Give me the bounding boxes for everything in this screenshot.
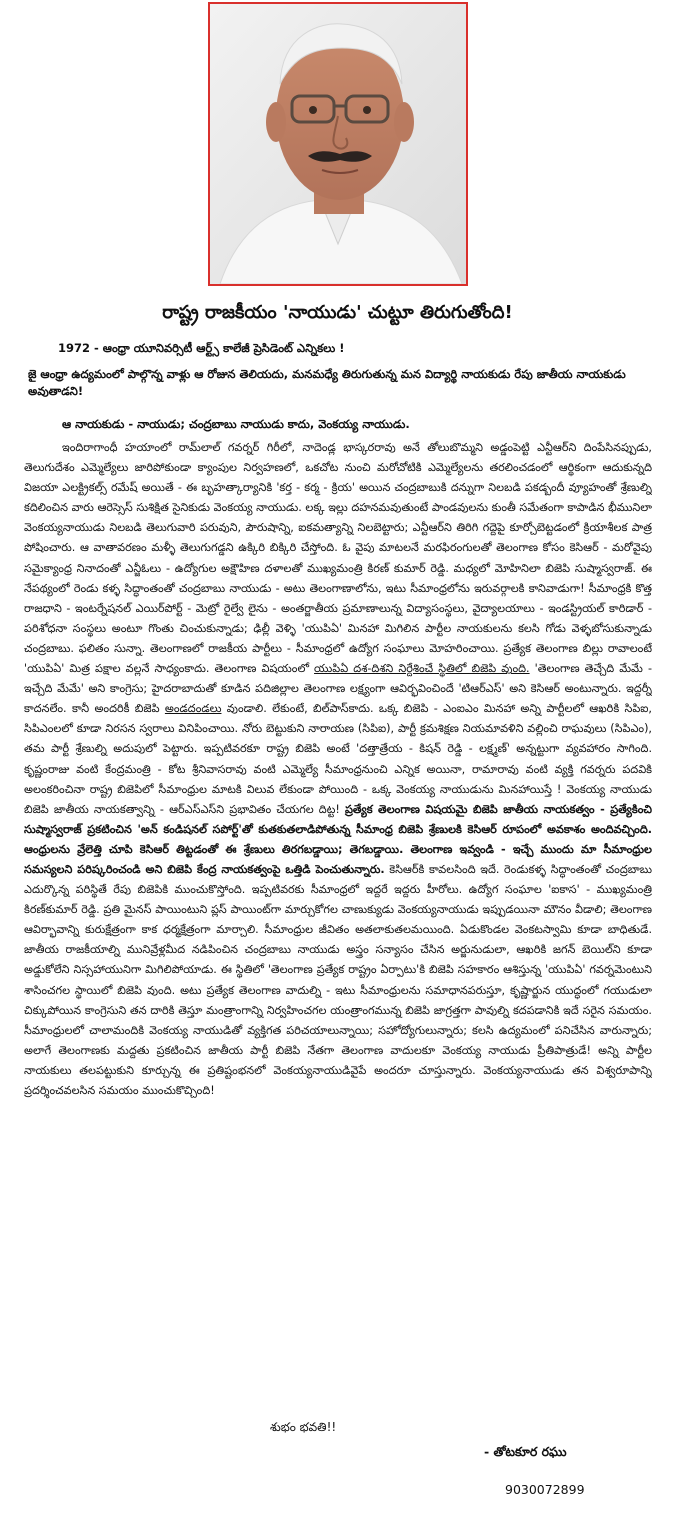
closing-blessing: శుభం భవతి!!: [270, 1420, 337, 1434]
body-underline-2: అండదండలు: [164, 702, 222, 716]
intro-line-1: 1972 - ఆంధ్రా యూనివర్సిటీ ఆర్ట్స్ కాలేజీ ప్రెసిడెంట్ ఎన్నికలు !: [58, 341, 345, 355]
author-name: - తోటకూర రఘు: [484, 1444, 567, 1459]
body-bold-1: ప్రత్యేక తెలంగాణ విషయమై బిజెపి జాతీయ నాయకత్వం - ప్రత్యేకించి సుష్మాస్వరాజ్ ప్రకటించిన 'అన్ కండిషనల్ సపోర్ట్'తో కుతకుతలాడిపోతున్న సీమాంధ్ర బిజెపి శ్రేణులకి కెసిఆర్ రూపంలో అవకాశం అందివచ్చింది. ఆంధ్రులను వ్రేలెత్తి చూపి కెసిఆర్ తిట్టడంతో ఈ శ్రేణులు తిరగబడ్డాయి; తెగబడ్డాయి. తెలంగాణ ఇవ్వండి - ఇచ్చే ముందు మా సీమాంధ్రుల సమస్యలని పరిష్కరించండి అని బిజెపి కేంద్ర నాయకత్వంపై ఒత్తిడి పెంచుతున్నారు.: [24, 802, 652, 876]
intro-line-2: జై ఆంధ్రా ఉద్యమంలో పాల్గొన్న వాళ్లు ఆ రోజున తెలియదు, మనమధ్యే తిరుగుతున్న మన విద్యార్థి నాయకుడు రేపు జాతీయ నాయకుడు అవుతాడని!: [28, 367, 626, 398]
portrait-photo: [208, 2, 468, 286]
body-part-3: వుండాలి. లేకుంటే, బిల్‌పాస్‌కాదు. ఒక్క బిజెపి - ఎంఐఎం మినహా అన్ని పార్టీలలో ఆఖరికి సిపిఐ, సిపిఎంలలో కూడా నిరసన స్వరాలు వినిపించాయి. నోరు బెట్టుకుని నారాయణ (సిపిఐ), పార్టీ క్రమశిక్షణ నియమావళిని వల్లించి రాఘవులు (సిపిఎం), తమ పార్టీ శ్రేణుల్ని అదుపులో పెట్టారు. ఇప్పటివరకూ రాష్ట్ర బిజెపి అంటే 'దత్తాత్రేయ - కిషన్ రెడ్డి - లక్ష్మణ్' అన్నట్టుగా వ్యవహారం సాగింది. కృష్ణంరాజు వంటి కేంద్రమంత్రి - కోట శ్రీనివాసరావు వంటి ఎమ్మెల్యే సీమాంధ్రనుంచి ఎన్నిక అయినా, రామారావు వంటి వ్యక్తి గవర్నరు పదవికి అలంకరించినా రాష్ట్ర బిజెపిలో సీమాంధ్రుల మాటకి విలువ లేకుండా పోయింది - ఒక్క వెంకయ్య నాయుడును మినహాయిస్తే ! వెంకయ్య నాయుడు బిజెపి జాతీయ నాయకత్వాన్ని - ఆర్ఎస్ఎస్‌ని ప్రభావితం చేయగల దిట్ట!: [24, 702, 652, 816]
portrait-image: [210, 4, 466, 284]
intro-line-3: ఆ నాయకుడు - నాయుడు; చంద్రబాబు నాయుడు కాదు, వెంకయ్య నాయుడు.: [62, 417, 410, 431]
body-part-4: కెసిఆర్‌కి కావలసింది ఇదే. రెండుకళ్ళ సిద్ధాంతంతో చంద్రబాబు ఎదుర్కొన్న పరిస్థితే రేపు బిజెపికి ముంచుకొస్తోంది. ఇప్పటివరకు సీమాంధ్రలో ఇద్దరే ఇద్దరు హీరోలు. ఉద్యోగ సంఘాల 'ఐకాస' - ముఖ్యమంత్రి కిరణ్‌కుమార్ రెడ్డి. ప్రతి మైనస్ పాయింటుని ప్లస్ పాయింట్‌గా మార్చుకోగల చాణుక్యుడు వెంకయ్యనాయుడు ఇప్పుడయినా మౌనం వీడాలి; తెలంగాణ ఆవిర్భావాన్ని కురుక్షేత్రంగా కాక ధర్మక్షేత్రంగా మార్చాలి. సీమాంధ్రుల జీవితం అతలాకుతలమయింది. ఏడుకొండల వెంకటస్వామి కూడా బాధితుడే. జాతీయ రాజకీయాల్ని మునివ్రేళ్లమీద నడిపించిన చంద్రబాబు నాయుడు అస్త్రం సన్యాసం చేసిన అర్జునుడులా, ఆఖరికి జగన్ బెయిల్‌ని కూడా అడ్డుకోలేని నిస్సహాయునిగా మిగిలిపోయాడు. ఈ స్థితిలో 'తెలంగాణ ప్రత్యేక రాష్ట్రం ఏర్పాటు'కి బిజెపి సహకారం ఆశిస్తున్న 'యుపిఏ' గవర్నమెంటుని శాసించగల స్థాయిలో బిజెపి వుంది. అటు ప్రత్యేక తెలంగాణ వాదుల్ని - ఇటు సీమాంధ్రులను సమాధానపరుస్తూ, కృష్ణార్జున యుద్ధంలో గయుడులా చిక్కుపోయిన కాంగ్రెసుని తన దారికి తెస్తూ మంత్రాంగాన్ని నిర్వహించగల యంత్రాంగమున్న బిజెపి జాగ్రత్తగా పావుల్ని కదపడానికి ఇదే సరైన సమయం. సీమాంధ్రులలో చాలామందికి వెంకయ్య నాయుడితో వ్యక్తిగత పరిచయాలున్నాయి; సహోద్యోగులున్నారు; కలసి ఉద్యమంలో పనిచేసిన వారున్నారు; అలాగే తెలంగాణకు మద్దతు ప్రకటించిన జాతీయ పార్టీ బిజెపి నేతగా తెలంగాణ వాదులకూ వెంకయ్య నాయుడు ప్రీతిపాత్రుడే! అన్ని పార్టీల నాయకులు తలపట్టుకుని కూర్చున్న ఈ ప్రతిష్టంభనలో వెంకయ్యనాయుడివైపే అందరూ చూస్తున్నారు. వెంకయ్యనాయుడు తన విశ్వరూపాన్ని ప్రదర్శించవలసిన సమయం ముంచుకొచ్చింది!: [24, 862, 652, 1097]
body-underline-1: యుపిఏ దశ-దిశని నిర్దేశించే స్థితిలో బిజెపి వుంది.: [314, 662, 530, 676]
article-title: రాష్ట్ర రాజకీయం 'నాయుడు' చుట్టూ తిరుగుతోంది!: [162, 302, 513, 323]
body-part-2: 'తెలంగాణ తెచ్చేది మేమే - ఇచ్చేది మేమే' అని కాంగ్రెసు; హైదరాబాదుతో కూడిన పదిజిల్లాల తెలంగాణ లక్ష్యంగా ఆవిర్భవించిందే 'టిఆర్ఎస్' అని కెసిఆర్ అంటున్నారు. ఇద్దర్నీ కాదనలేం. కానీ అందరికీ బిజెపి: [24, 662, 652, 716]
author-phone: 9030072899: [505, 1482, 585, 1497]
body-part-1: ఇందిరాగాంధీ హయాంలో రామ్‌లాల్ గవర్నర్ గిరీలో, నాదెండ్ల భాస్కరరావు అనే తోలుబొమ్మని అడ్డంపెట్టి ఎన్టీఆర్‌ని దింపేసినప్పుడు, తెలుగుదేశం ఎమ్మెల్యేలు జారిపోకుండా క్యాంపుల నిర్వహణలో, ఒకచోట నుంచి మరోచోటికి ఎమ్మెల్యేలను తరలించడంలో ఆర్థికంగా ఆదుకున్నది విజయా ఎలక్ట్రికల్స్ రమేష్ అయితే - ఈ బృహత్కార్యానికి 'కర్త - కర్మ - క్రియ' అయిన చంద్రబాబుకి దన్నుగా నిలబడి పకడ్బందీ వ్యూహంతో శ్రేణుల్ని కదిలించిన వారు ఆరెస్సెస్ సుశిక్షిత సైనికుడు వెంకయ్య నాయుడు. లక్క ఇల్లు దహనమవుతుంటే పాండవులను కుంతీ సమేతంగా కాపాడిన భీమునిలా వెంకయ్యనాయుడు నిలబడి తెలుగువారి పరువుని, పౌరుషాన్ని, ఐకమత్యాన్ని నిలబెట్టారు; ఎన్టీఆర్‌ని తిరిగి గద్దెపై కూర్చోబెట్టడంలో క్రియాశీలక పాత్ర పోషించారు. ఆ వాతావరణం మళ్ళీ తెలుగుగడ్డని ఉక్కిరి బిక్కిరి చేస్తోంది. ఓ వైపు మాటలనే మరఫిరంగులతో తెలంగాణ కోసం కెసిఆర్ - మరోవైపు సమైక్యాంధ్ర నినాదంతో ఎన్జీఓలు - ఉద్యోగుల అక్షౌహిణ దళాలతో ముఖ్యమంత్రి కిరణ్ కుమార్ రెడ్డి. మధ్యలో మోహినిలా బిజెపి సుష్మాస్వరాజ్. ఈ నేపథ్యంలో రెండు కళ్ళ సిద్ధాంతంతో చంద్రబాబు నాయుడు - అటు తెలంగాణాలోను, ఇటు సీమాంధ్రలోను ఇరువర్గాలకి కానివాడుగా! సీమాంధ్రకి కొత్త రాజధాని - ఇంటర్నేషనల్ ఎయిర్‌పోర్ట్ - మెట్రో రైల్వే లైను - అంతర్జాతీయ ప్రమాణాలున్న విద్యాసంస్థలు, వైద్యాలయాలు - ఇండస్ట్రియల్ కారిడార్ - పరిశోధనా సంస్థలు అంటూ గొంతు చించుకున్నాడు; ఢిల్లీ వెళ్ళి 'యుపిఏ' మినహా మిగిలిన పార్టీల నాయకులను కలసి గోడు వెళ్ళబోసుకున్నాడు చంద్రబాబు. ఫలితం సున్నా. తెలంగాణలో రాజకీయ పార్టీలు - సీమాంధ్రలో ఉద్యోగ సంఘాలు మోహరించాయి. ప్రత్యేక తెలంగాణ బిల్లు రావాలంటే 'యుపిఏ' మిత్ర పక్షాల వల్లనే సాధ్యంకాదు. తెలంగాణ విషయంలో: [24, 441, 652, 676]
article-body: [24, 438, 652, 1410]
